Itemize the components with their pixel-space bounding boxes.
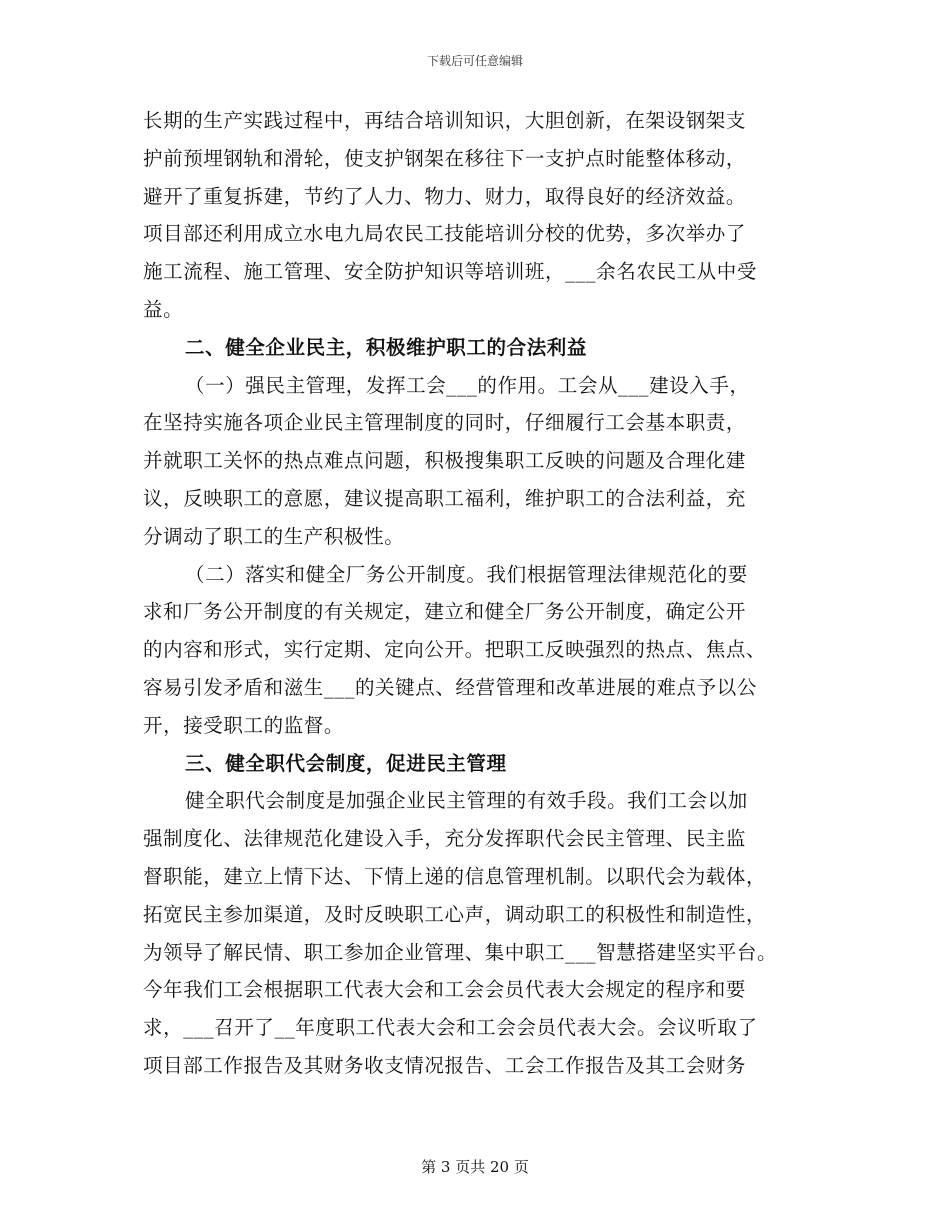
text-line: 强制度化、法律规范化建设入手，充分发挥职代会民主管理、民主监 [143,827,747,851]
text-line: 健全职代会制度是加强企业民主管理的有效手段。我们工会以加 [185,789,748,813]
text-line: 项目部还利用成立水电九局农民工技能培训分校的优势，多次举办了 [143,222,747,246]
text-line: 开，接受职工的监督。 [143,713,345,737]
text-line: （一）强民主管理，发挥工会___的作用。工会从___建设入手， [185,373,750,397]
text-line: 为领导了解民情、职工参加企业管理、集中职工___智慧搭建坚实平台。 [143,940,778,964]
text-line: 议，反映职工的意愿，建议提高职工福利，维护职工的合法利益，充 [143,486,747,510]
section-heading: 二、健全企业民主，积极维护职工的合法利益 [185,335,588,359]
text-line: 护前预埋钢轨和滑轮，使支护钢架在移往下一支护点时能整体移动， [143,146,747,170]
section-heading: 三、健全职代会制度，促进民主管理 [185,751,507,775]
text-line: 容易引发矛盾和滋生___的关键点、经营管理和改革进展的难点予以公 [143,675,757,699]
text-line: 益。 [143,297,184,321]
text-line: 求和厂务公开制度的有关规定，建立和健全厂务公开制度，确定公开 [143,600,747,624]
text-line: 避开了重复拆建，节约了人力、物力、财力，取得良好的经济效益。 [143,184,747,208]
text-line: （二）落实和健全厂务公开制度。我们根据管理法律规范化的要 [185,562,748,586]
text-line: 在坚持实施各项企业民主管理制度的同时，仔细履行工会基本职责， [143,411,747,435]
text-line: 长期的生产实践过程中，再结合培训知识，大胆创新，在架设钢架支 [143,109,747,132]
text-line: 项目部工作报告及其财务收支情况报告、工会工作报告及其工会财务 [143,1053,747,1077]
page-header: 下载后可任意编辑 [426,54,523,68]
text-line: 的内容和形式，实行定期、定向公开。把职工反映强烈的热点、焦点、 [143,638,767,662]
text-line: 分调动了职工的生产积极性。 [143,524,405,548]
text-line: 并就职工关怀的热点难点问题，积极搜集职工反映的问题及合理化建 [143,449,747,473]
text-line: 施工流程、施工管理、安全防护知识等培训班，___余名农民工从中受 [143,260,757,284]
document-body [143,102,813,1085]
page-footer: 第 3 页共 20 页 [421,1158,529,1176]
text-line: 求，___召开了__年度职工代表大会和工会会员代表大会。会议听取了 [143,1016,758,1040]
text-line: 督职能，建立上情下达、下情上递的信息管理机制。以职代会为载体， [143,864,767,888]
text-line: 拓宽民主参加渠道，及时反映职工心声，调动职工的积极性和制造性， [143,902,767,926]
text-line: 今年我们工会根据职工代表大会和工会会员代表大会规定的程序和要 [143,978,747,1002]
